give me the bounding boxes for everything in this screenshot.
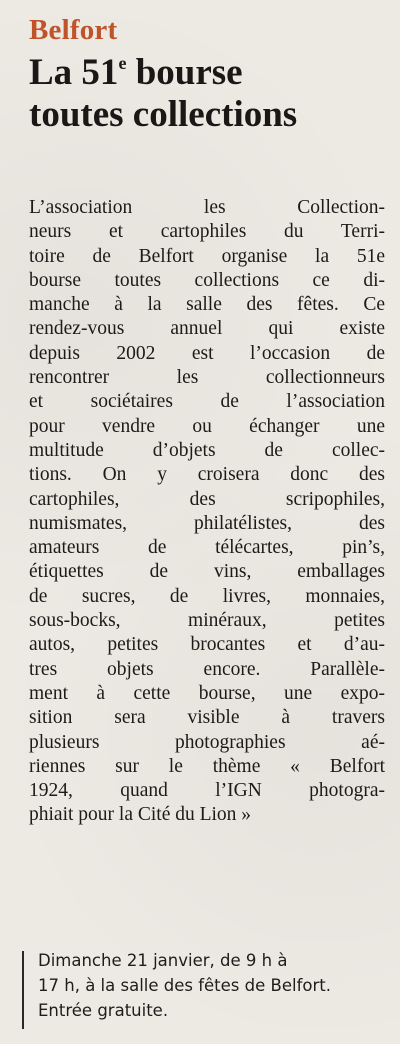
body-line: neurs et cartophiles du Terri- — [29, 221, 385, 243]
body-line: tres objets encore. Parallèle- — [29, 658, 385, 680]
body-line: sous-bocks, minéraux, petites — [29, 610, 385, 632]
body-line: tions. On y croisera donc des — [29, 464, 385, 486]
body-line: numismates, philatélistes, des — [29, 512, 385, 534]
headline-part-1: La 51 — [29, 52, 119, 93]
headline-line-2: toutes collections — [29, 94, 298, 135]
body-line: pour vendre ou échanger une — [29, 415, 385, 437]
body-line: multitude d’objets de collec- — [29, 439, 385, 461]
body-line: phiait pour la Cité du Lion » — [29, 804, 252, 826]
info-line-venue: 17 h, à la salle des fêtes de Belfort. — [38, 976, 331, 995]
body-line: toire de Belfort organise la 51e — [29, 245, 385, 267]
body-line: bourse toutes collections ce di- — [29, 269, 385, 291]
article-headline — [29, 52, 389, 136]
body-line: plusieurs photographies aé- — [29, 731, 385, 753]
body-line: amateurs de télécartes, pin’s, — [29, 537, 385, 559]
info-line-date: Dimanche 21 janvier, de 9 h à — [38, 951, 288, 970]
headline-ordinal-superscript: e — [118, 53, 127, 73]
body-line: manche à la salle des fêtes. Ce — [29, 294, 385, 316]
body-line: de sucres, de livres, monnaies, — [29, 585, 385, 607]
body-line: rencontrer les collectionneurs — [29, 367, 385, 389]
body-line: L’association les Collection- — [29, 197, 385, 218]
body-line: 1924, quand l’IGN photogra- — [29, 780, 385, 802]
body-line: et sociétaires de l’association — [29, 391, 385, 413]
practical-info — [38, 948, 388, 1023]
body-line: depuis 2002 est l’occasion de — [29, 342, 385, 364]
headline-part-2: bourse — [126, 52, 243, 93]
info-line-price: Entrée gratuite. — [38, 1001, 169, 1020]
body-line: rendez-vous annuel qui existe — [29, 318, 385, 340]
body-line: riennes sur le thème « Belfort — [29, 755, 385, 777]
info-box-rule — [22, 951, 24, 1029]
body-line: cartophiles, des scripophiles, — [29, 488, 385, 510]
body-line: sition sera visible à travers — [29, 707, 385, 729]
article-body — [29, 196, 385, 828]
section-city-label: Belfort — [29, 14, 118, 46]
body-line: autos, petites brocantes et d’au- — [29, 634, 385, 656]
body-line: ment à cette bourse, une expo- — [29, 682, 385, 704]
body-line: étiquettes de vins, emballages — [29, 561, 385, 583]
